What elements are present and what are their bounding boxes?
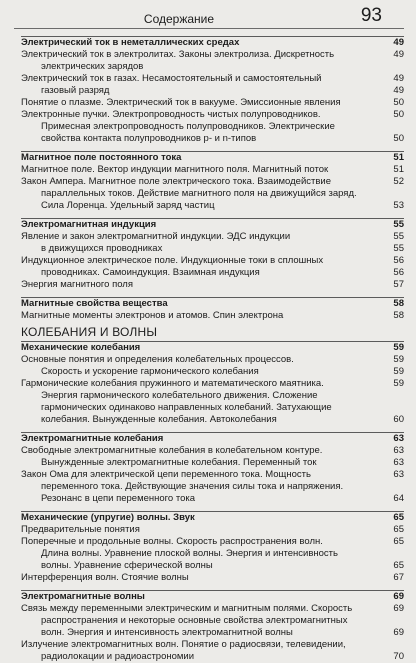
toc-entry[interactable] [21, 310, 404, 322]
toc-page-number: 63 [389, 469, 404, 481]
toc-page-number: 65 [389, 512, 404, 524]
toc-entry[interactable] [21, 121, 404, 133]
toc-page-number: 49 [389, 73, 404, 85]
toc-entry[interactable] [21, 279, 404, 291]
toc-entry[interactable] [21, 414, 404, 426]
toc-page-number: 59 [389, 342, 404, 354]
toc-entry-text: Связь между переменными электрическим и магнитным полями. Скорость [21, 603, 353, 614]
toc-entry-text: колебания. Вынужденные колебания. Автоколебания [41, 414, 277, 425]
toc-page-number: 69 [389, 627, 404, 639]
toc-page-number: 49 [389, 37, 404, 49]
toc-page-number: 51 [389, 164, 404, 176]
toc-entry-text: Интерференция волн. Стоячие волны [21, 572, 189, 583]
toc-entry[interactable] [21, 524, 404, 536]
toc-entry[interactable] [21, 188, 404, 200]
toc-entry[interactable] [21, 366, 404, 378]
toc-page-number: 58 [389, 298, 404, 310]
toc-page-number: 59 [389, 366, 404, 378]
toc-entry-text: Свободные электромагнитные колебания в колебательном контуре. [21, 445, 323, 456]
toc-entry-text: гармонических одинаково направленных колебаний. Затухающие [41, 402, 332, 413]
toc-entry-text: Электромагнитные колебания [21, 433, 164, 444]
toc-page-number: 55 [389, 243, 404, 255]
toc-section-heading[interactable] [21, 297, 404, 310]
toc-entry[interactable] [21, 85, 404, 97]
toc-entry-text: переменного тока. Действующие значения силы тока и напряжения. [41, 481, 344, 492]
toc-entry[interactable] [21, 73, 404, 85]
toc-entry[interactable] [21, 445, 404, 457]
toc-entry[interactable] [21, 627, 404, 639]
toc-entry-text: Электрический ток в неметаллических средах [21, 37, 240, 48]
toc-section-heading[interactable] [21, 218, 404, 231]
toc-entry-text: Индукционное электрическое поле. Индукционные токи в сплошных [21, 255, 324, 266]
toc-page-number: 60 [389, 414, 404, 426]
toc-entry[interactable] [21, 639, 404, 651]
toc-entry-text: Длина волны. Уравнение плоской волны. Энергия и интенсивность [41, 548, 338, 559]
toc-entry-text: Магнитные моменты электронов и атомов. Спин электрона [21, 310, 284, 321]
toc-entry[interactable] [21, 109, 404, 121]
toc-page-number: 65 [389, 560, 404, 572]
toc-page-number: 56 [389, 267, 404, 279]
toc-entry-text: Понятие о плазме. Электрический ток в вакууме. Эмиссионные явления [21, 97, 341, 108]
toc-page-number: 50 [389, 97, 404, 109]
toc-entry[interactable] [21, 133, 404, 145]
toc-entry[interactable] [21, 603, 404, 615]
toc-entry[interactable] [21, 402, 404, 414]
toc-page-number: 69 [389, 591, 404, 603]
toc-entry[interactable] [21, 493, 404, 505]
toc-page-number: 52 [389, 176, 404, 188]
toc-entry-text: Вынужденные электромагнитные колебания. Переменный ток [41, 457, 317, 468]
toc-entry[interactable] [21, 615, 404, 627]
toc-page-number: 58 [389, 310, 404, 322]
page-number: 93 [360, 5, 382, 26]
toc-entry[interactable] [21, 378, 404, 390]
toc-entry-text: Электрический ток в электролитах. Законы электролиза. Дискретность [21, 49, 335, 60]
toc-entry-text: Закон Ома для электрической цепи переменного тока. Мощность [21, 469, 311, 480]
toc-entry-text: Примесная электропроводность полупроводников. Электрические [41, 121, 335, 132]
toc-entry[interactable] [21, 457, 404, 469]
toc-page-number: 65 [389, 524, 404, 536]
toc-entry-text: в движущихся проводниках [41, 243, 163, 254]
toc-entry-text: электрических зарядов [41, 61, 144, 72]
toc-page-number: 50 [389, 133, 404, 145]
toc-entry-text: Поперечные и продольные волны. Скорость распространения волн. [21, 536, 323, 547]
toc-entry-text: радиолокации и радиоастрономии [41, 651, 195, 662]
toc-entry[interactable] [21, 572, 404, 584]
toc-entry[interactable] [21, 267, 404, 279]
toc-entry-text: газовый разряд [41, 85, 110, 96]
toc-entry-text: Электромагнитная индукция [21, 219, 157, 230]
toc-section-oscillations [21, 341, 404, 663]
toc-entry-text: Магнитное поле постоянного тока [21, 152, 182, 163]
toc-page-number: 53 [389, 200, 404, 212]
page-title: Содержание [143, 12, 215, 26]
toc-entry-text: Закон Ампера. Магнитное поле электрического тока. Взаимодействие [21, 176, 331, 187]
toc-entry-text: Энергия гармонического колебательного движения. Сложение [41, 390, 318, 401]
toc-entry-text: Электрический ток в газах. Несамостоятельный и самостоятельный [21, 73, 322, 84]
toc-page-number: 50 [389, 109, 404, 121]
toc-entry[interactable] [21, 481, 404, 493]
toc-page-number: 63 [389, 433, 404, 445]
toc-section-heading[interactable] [21, 36, 404, 49]
toc-page-number: 63 [389, 445, 404, 457]
toc-entry[interactable] [21, 200, 404, 212]
toc-entry-text: Излучение электромагнитных волн. Понятие о радиосвязи, телевидении, [21, 639, 346, 650]
toc-entry-text: Магнитное поле. Вектор индукции магнитного поля. Магнитный поток [21, 164, 329, 175]
toc-section-heading[interactable] [21, 432, 404, 445]
toc-entry-text: Электромагнитные волны [21, 591, 145, 602]
toc-entry-text: Явление и закон электромагнитной индукции. ЭДС индукции [21, 231, 291, 242]
toc-entry[interactable] [21, 176, 404, 188]
toc-entry[interactable] [21, 231, 404, 243]
toc-entry[interactable] [21, 469, 404, 481]
toc-entry-text: распространения и некоторые основные свойства электромагнитных [41, 615, 348, 626]
toc-entry[interactable] [21, 49, 404, 61]
toc-page-number: 55 [389, 231, 404, 243]
toc-page-number: 57 [389, 279, 404, 291]
toc-entry-text: Гармонические колебания пружинного и математического маятника. [21, 378, 324, 389]
toc-page-number: 55 [389, 219, 404, 231]
toc-page-number: 69 [389, 603, 404, 615]
toc-entry-text: Основные понятия и определения колебательных процессов. [21, 354, 294, 365]
toc-section-heading[interactable] [21, 590, 404, 603]
toc-entry[interactable] [21, 255, 404, 267]
toc-entry[interactable] [21, 164, 404, 176]
toc-entry[interactable] [21, 61, 404, 73]
toc-entry[interactable] [21, 536, 404, 548]
toc-section-heading[interactable] [21, 341, 404, 354]
toc-section-heading[interactable] [21, 151, 404, 164]
toc-page-number: 67 [389, 572, 404, 584]
toc-entry-text: параллельных токов. Действие магнитного поля на движущийся заряд. [41, 188, 357, 199]
toc-entry-text: Магнитные свойства вещества [21, 298, 168, 309]
toc-section-electricity [21, 36, 404, 322]
toc-page-number: 56 [389, 255, 404, 267]
toc-page-number: 59 [389, 354, 404, 366]
toc-entry-text: Энергия магнитного поля [21, 279, 133, 290]
toc-entry-text: Механические (упругие) волны. Звук [21, 512, 195, 523]
toc-entry-text: Электронные пучки. Электропроводность чистых полупроводников. [21, 109, 321, 120]
toc-page-number: 59 [389, 378, 404, 390]
chapter-title: КОЛЕБАНИЯ И ВОЛНЫ [21, 325, 158, 339]
toc-entry-text: свойства контакта полупроводников p- и n-типов [41, 133, 257, 144]
toc-entry[interactable] [21, 390, 404, 402]
toc-page-number: 49 [389, 49, 404, 61]
toc-entry-text: Предварительные понятия [21, 524, 140, 535]
toc-entry[interactable] [21, 243, 404, 255]
toc-entry-text: Резонанс в цепи переменного тока [41, 493, 196, 504]
toc-section-heading[interactable] [21, 511, 404, 524]
toc-entry[interactable] [21, 548, 404, 560]
toc-entry-text: волны. Уравнение сферической волны [41, 560, 213, 571]
header-divider [14, 28, 404, 29]
toc-page-number: 64 [389, 493, 404, 505]
toc-entry-text: волн. Энергия и интенсивность электромагнитной волны [41, 627, 293, 638]
toc-entry[interactable] [21, 560, 404, 572]
toc-page-number: 65 [389, 536, 404, 548]
toc-entry-text: Механические колебания [21, 342, 141, 353]
toc-page-number: 63 [389, 457, 404, 469]
page-header [14, 0, 404, 30]
toc-entry[interactable] [21, 354, 404, 366]
toc-page-number: 51 [389, 152, 404, 164]
toc-entry-text: проводниках. Самоиндукция. Взаимная индукция [41, 267, 260, 278]
toc-entry[interactable] [21, 97, 404, 109]
toc-entry[interactable] [21, 651, 404, 663]
toc-entry-text: Скорость и ускорение гармонического колебания [41, 366, 259, 377]
toc-page-number: 49 [389, 85, 404, 97]
toc-entry-text: Сила Лоренца. Удельный заряд частиц [41, 200, 215, 211]
toc-page-number: 70 [389, 651, 404, 663]
table-of-contents [21, 36, 404, 663]
